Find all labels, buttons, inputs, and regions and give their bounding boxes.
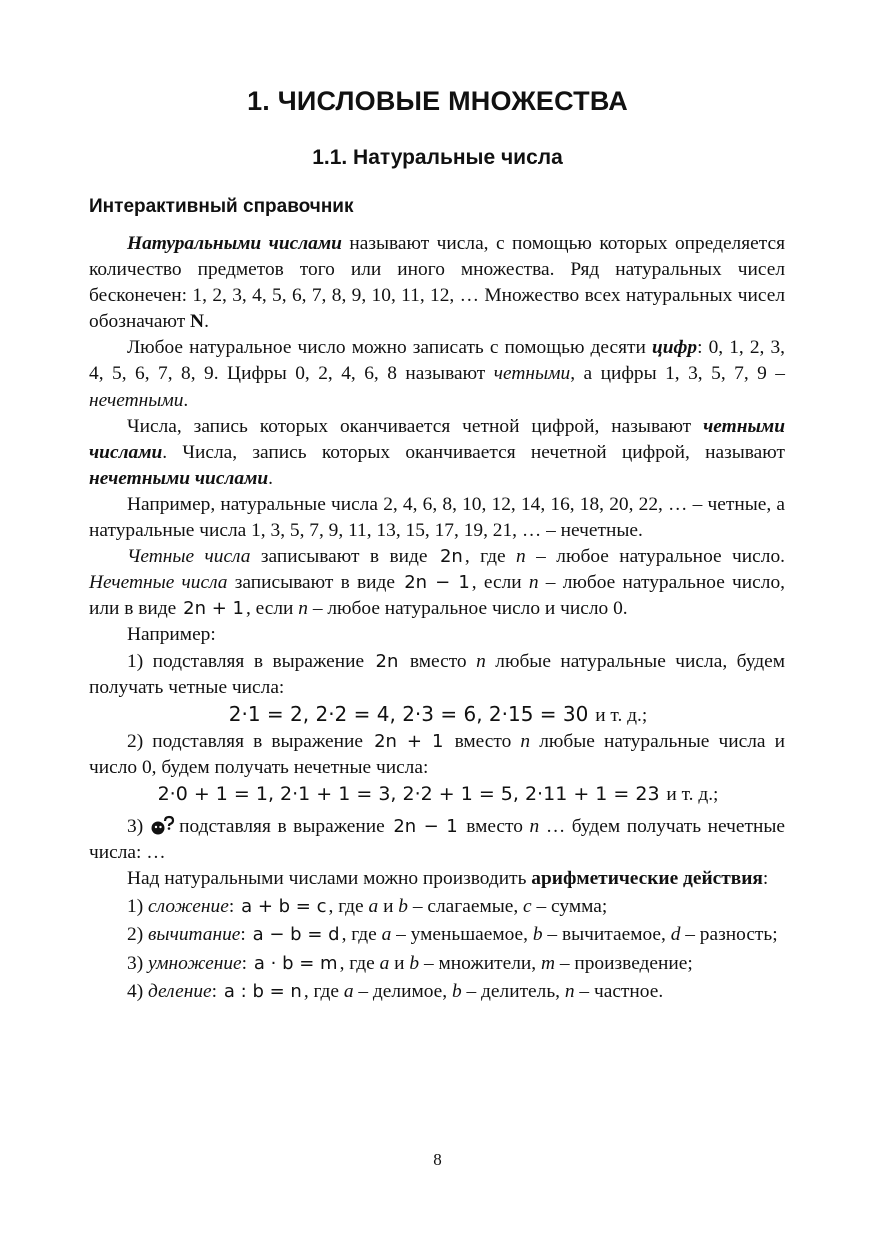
paragraph-for-example: Например: <box>127 624 216 646</box>
operation-subtraction: 2) вычитание: a − b = d , где a – уменьшаемое, b – вычитаемое, d – разность; <box>127 924 778 946</box>
term-natural-numbers: Натуральными числами <box>127 233 342 254</box>
section-title: 1.1. Натуральные числа <box>312 146 563 169</box>
term-odd-form: Нечетные числа <box>89 572 228 594</box>
paragraph-digits: Любое натуральное число можно записать с помощью десяти цифр: 0, 1, 2, 3, 4, 5, 6, 7, 8, 9. Цифры 0, 2, 4, 6, 8 называют четными, а цифры 1, 3, 5, 7, 9 – нечетными. <box>89 337 786 411</box>
formula-multiplication: a · b = m <box>253 952 338 974</box>
body-text <box>89 231 785 1005</box>
list-item-3: 3) подставляя в выражение 2n − 1 вместо n … будем получать нечетные числа: … <box>89 816 786 864</box>
operation-division: 4) деление: a : b = n , где a – делимое, b – делитель, n – частное. <box>127 980 664 1002</box>
thinking-person-icon <box>149 814 175 838</box>
term-odd-numbers: нечетными числами <box>89 467 269 489</box>
formula-addition: a + b = c <box>241 896 327 918</box>
paragraph-forms: Четные числа записывают в виде 2n , где n – любое натуральное число. Нечетные числа записывают в виде 2n − 1 , если n – любое натуральное число, или в виде 2n + 1 , если n – любое натуральное число и число 0. <box>89 546 785 620</box>
chapter-title: 1. ЧИСЛОВЫЕ МНОЖЕСТВА <box>247 86 628 116</box>
term-even-form: Четные числа <box>127 546 251 568</box>
paragraph-definition: Натуральными числами называют числа, с помощью которых определяется количество предметов того или иного множества. Ряд натуральных чисел бесконечен: 1, 2, 3, 4, 5, 6, 7, 8, 9, 10, 11, 12, … Множество всех натуральных чисел обозначают N. <box>89 233 785 333</box>
page-number: 8 <box>433 1150 442 1169</box>
operation-multiplication: 3) умножение: a · b = m , где a и b – множители, m – произведение; <box>127 952 693 974</box>
term-even-digits: четными <box>493 363 571 385</box>
list-item-1: 1) подставляя в выражение 2n вместо n любые натуральные числа, будем получать четные числа: <box>89 650 785 698</box>
paragraph-example-lists: Например, натуральные числа 2, 4, 6, 8, 10, 12, 14, 16, 18, 20, 22, … – четные, а натуральные числа 1, 3, 5, 7, 9, 11, 13, 15, 17, 19, 21, … – нечетные. <box>89 493 785 542</box>
formula-2n-plus-1: 2n + 1 <box>183 598 244 620</box>
formula-odd-examples: 2·0 + 1 = 1, 2·1 + 1 = 3, 2·2 + 1 = 5, 2·11 + 1 = 23 <box>157 782 660 805</box>
formula-2n-plus-1: 2n + 1 <box>374 730 444 752</box>
term-odd-digits: нечетными <box>89 389 184 411</box>
paragraph-operations: Над натуральными числами можно производить арифметические действия: <box>127 868 769 890</box>
formula-division: a : b = n <box>223 980 302 1002</box>
paragraph-even-odd: Числа, запись которых оканчивается четной цифрой, называют четными числами. Числа, запись которых оканчивается нечетной цифрой, называют нечетными числами. <box>89 415 785 489</box>
list-item-2: 2) подставляя в выражение 2n + 1 вместо n любые натуральные числа и число 0, будем получать нечетные числа: <box>89 730 785 778</box>
set-symbol-n: N <box>190 311 205 333</box>
formula-2n: 2n <box>375 650 399 672</box>
term-arithmetic-operations: арифметические действия <box>531 868 763 890</box>
formula-line-even: 2·1 = 2, 2·2 = 4, 2·3 = 6, 2·15 = 30 и т. д.; <box>228 701 648 726</box>
operation-addition: 1) сложение: a + b = c , где a и b – слагаемые, c – сумма; <box>127 896 608 918</box>
subsection-title: Интерактивный справочник <box>89 196 354 217</box>
formula-subtraction: a − b = d <box>252 924 340 946</box>
formula-2n: 2n <box>439 546 463 568</box>
formula-2n-minus-1: 2n − 1 <box>393 816 458 838</box>
term-even-numbers: четными числами <box>89 415 785 463</box>
formula-line-odd: 2·0 + 1 = 1, 2·1 + 1 = 3, 2·2 + 1 = 5, 2·11 + 1 = 23 и т. д.; <box>157 782 719 805</box>
term-digits: цифр <box>651 337 698 359</box>
formula-even-examples: 2·1 = 2, 2·2 = 4, 2·3 = 6, 2·15 = 30 <box>228 701 589 726</box>
formula-2n-minus-1: 2n − 1 <box>404 572 470 594</box>
